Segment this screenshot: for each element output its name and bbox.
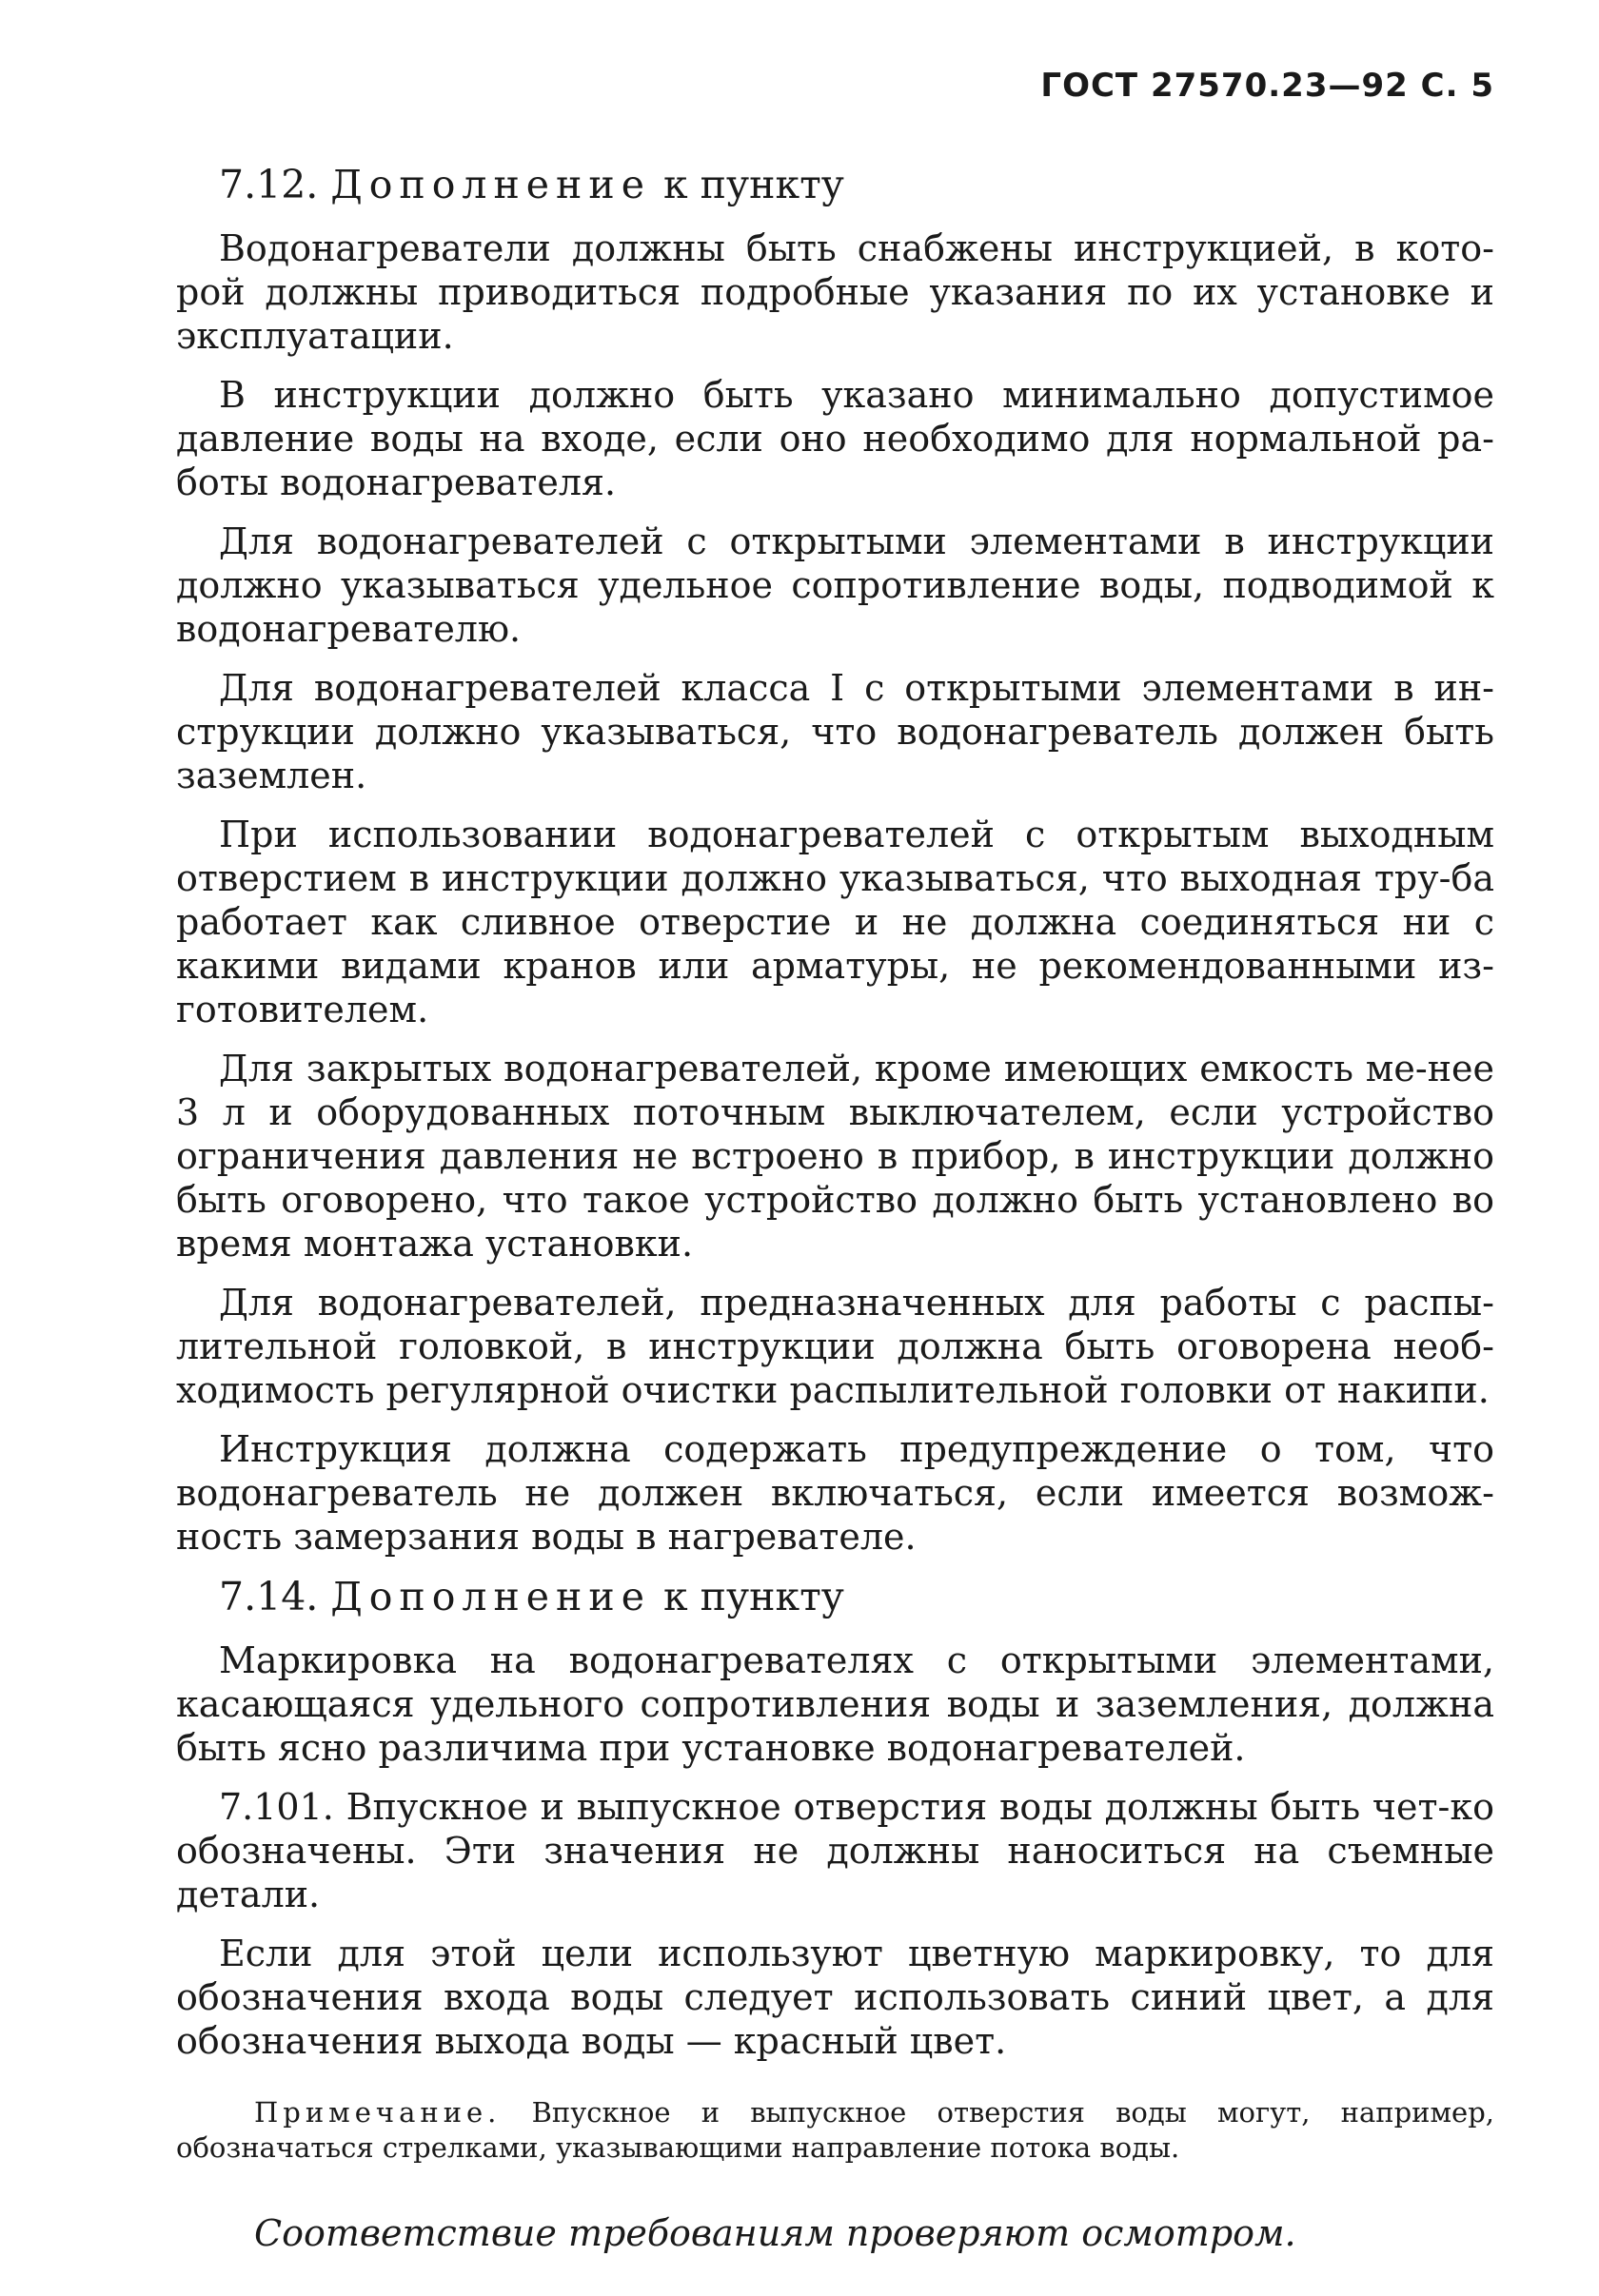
note-text: Впускное и выпускное отверстия воды могут, например, обозначаться стрелками, указывающими направление потока воды. [176, 2096, 1494, 2164]
paragraph: В инструкции должно быть указано минимально допустимое давление воды на входе, если оно необходимо для нормальной ра-боты водонагревателя. [176, 374, 1494, 503]
paragraph: При использовании водонагревателей с открытым выходным отверстием в инструкции должно указываться, что выходная тру-ба работает как сливное отверстие и не должна соединяться ни с какими видами кранов или арматуры, не рекомендованными из-готовителем. [176, 814, 1494, 1030]
section-7-14-number: 7.14. [219, 1574, 319, 1619]
section-7-14-suffix: к пункту [663, 1574, 844, 1619]
paragraph: Для водонагревателей, предназначенных для работы с распы-лительной головкой, в инструкции должна быть оговорена необ-ходимость регулярной очистки распылительной головки от накипи. [176, 1282, 1494, 1411]
paragraph: Инструкция должна содержать предупреждение о том, что водонагреватель не должен включаться, если имеется возмож-ность замерзания воды в нагревателе. [176, 1428, 1494, 1558]
section-7-12-keyword: Дополнение [330, 162, 651, 207]
section-7-14-keyword: Дополнение [330, 1574, 651, 1619]
section-7-12-title [219, 162, 1494, 207]
paragraph: Если для этой цели используют цветную маркировку, то для обозначения входа воды следует использовать синий цвет, а для обозначения выхода воды — красный цвет. [176, 1933, 1494, 2062]
section-7-14-title [219, 1574, 1494, 1619]
note [176, 2095, 1494, 2166]
paragraph: Для водонагревателей класса I с открытыми элементами в ин-струкции должно указываться, что водонагреватель должен быть заземлен. [176, 667, 1494, 796]
paragraph: Маркировка на водонагревателях с открытыми элементами, касающаяся удельного сопротивления воды и заземления, должна быть ясно различима при установке водонагревателей. [176, 1639, 1494, 1769]
section-7-12-number: 7.12. [219, 162, 319, 207]
paragraph: Водонагреватели должны быть снабжены инструкцией, в кото-рой должны приводиться подробные указания по их установке и эксплуатации. [176, 227, 1494, 357]
paragraph: Для водонагревателей с открытыми элементами в инструкции должно указываться удельное сопротивление воды, подводимой к водонагревателю. [176, 520, 1494, 650]
section-7-12-suffix: к пункту [663, 162, 844, 207]
page-header: ГОСТ 27570.23—92 С. 5 [1040, 67, 1494, 105]
paragraph: 7.101. Впускное и выпускное отверстия воды должны быть чет-ко обозначены. Эти значения не должны наноситься на съемные детали. [176, 1786, 1494, 1915]
conclusion: Соответствие требованиям проверяют осмотром. [254, 2212, 1296, 2254]
document-body [176, 162, 1494, 2255]
paragraph: Для закрытых водонагревателей, кроме имеющих емкость ме-нее 3 л и оборудованных поточным выключателем, если устройство ограничения давления не встроено в прибор, в инструкции должно быть оговорено, что такое устройство должно быть установлено во время монтажа установки. [176, 1048, 1494, 1265]
note-label: Примечание. [254, 2096, 502, 2129]
